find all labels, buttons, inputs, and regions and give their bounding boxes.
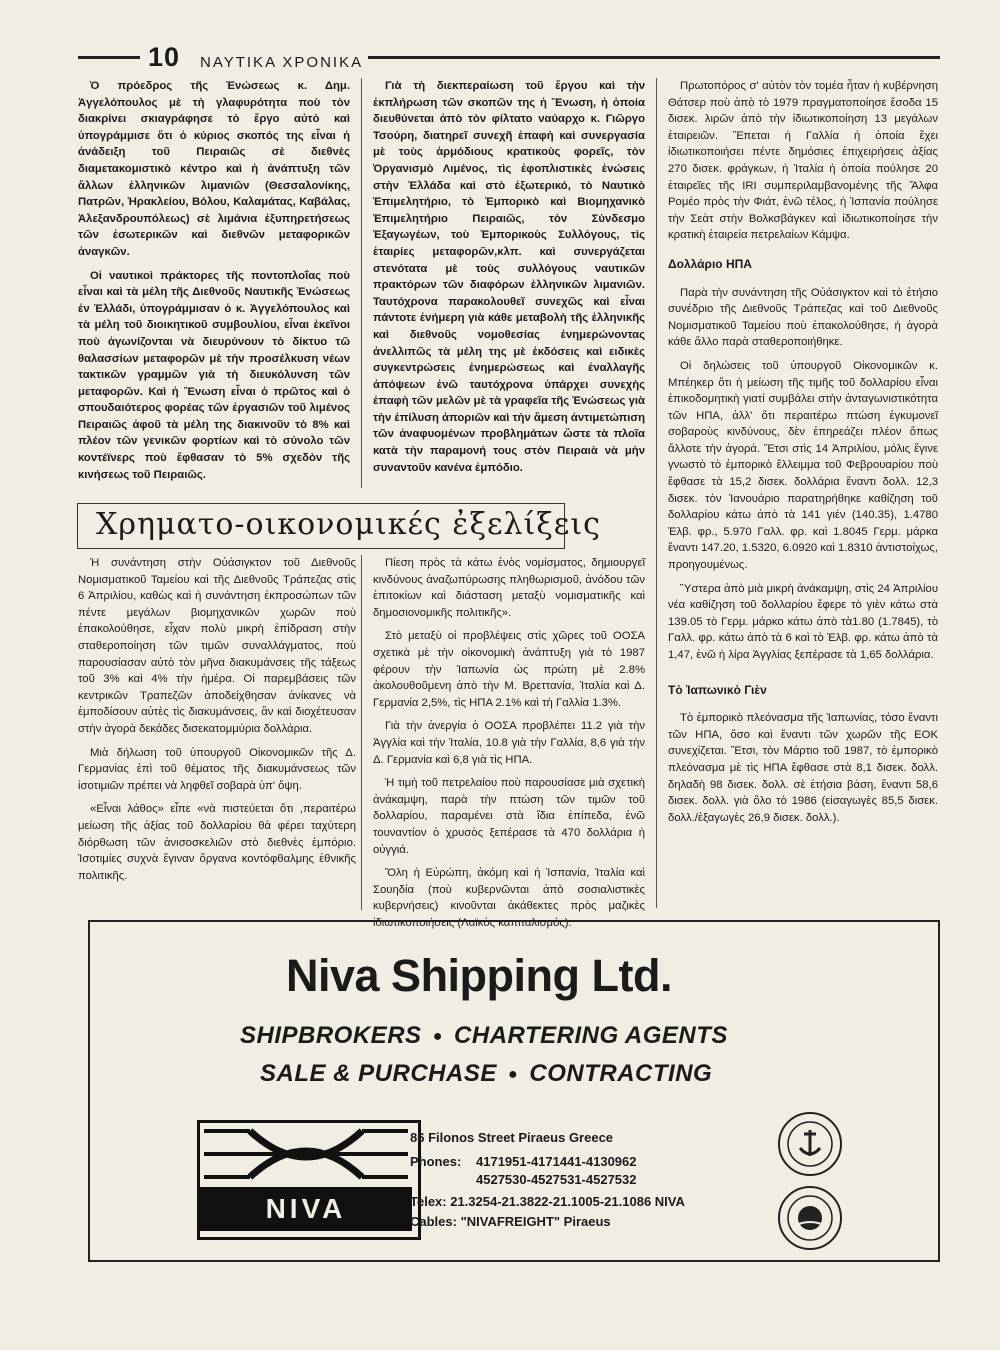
paragraph: Ἡ τιμὴ τοῦ πετρελαίου ποὺ παρουσίασε μιὰ σχετικὴ ἀνάκαμψη, παρὰ τὴν πτώση τῶν τιμῶν τοῦ δολλαρίου, παραμένει στὰ ἴδια ἐπίπεδα, ἐνῶ τουναντίον ὁ χρυσὸς ξεπέρασε τὰ 470 δολλάρια ἡ οὐγγιά. [373,777,645,856]
subheading-yen: Τὸ Ἰαπωνικὸ Γιὲν [668,682,767,697]
column-divider [361,78,362,488]
ad-service: SHIPBROKERS [240,1022,422,1049]
ad-service: SALE & PURCHASE [260,1060,497,1087]
finance-column-1 [78,555,356,910]
column-divider [656,78,657,908]
ad-service: CONTRACTING [529,1060,713,1087]
paragraph: Τὸ ἐμπορικὸ πλεόνασμα τῆς Ἰαπωνίας, τόσο ἔναντι τῶν ΗΠΑ, ὅσο καὶ ἔναντι τῶν χωρῶν τῆς ΕΟΚ συνεχίζεται. Ἔτσι, τὸν Μάρτιο τοῦ 1987, τὸ ἐμπορικὸ πλεόνασμα μὲ τὶς ΗΠΑ ἔφθασε στὰ 8,1 δισεκ. δολλ. δηλαδὴ 98 δισεκ. δολλ. σὲ ἐτήσια βάση, ἔναντι 58,6 δισεκ. δολλ. γιὰ ὅλο τὸ 1986 (εἰσαγωγὲς 85,5 δισεκ. δολλ./ἐξαγωγὲς 26,9 δισεκ. δολλ.). [668,712,938,824]
article-column-3 [668,78,938,908]
paragraph: Γιὰ τὴ διεκπεραίωση τοῦ ἔργου καὶ τὴν ἐκπλήρωση τῶν σκοπῶν της ἡ Ἕνωση, ἡ ὁποία διευθύνεται ἀπὸ τὸν φίλτατο ναύαρχο κ. Γιῶργο Τσούρη, διατηρεῖ συνεχῆ ἐπαφὴ καὶ συνεργασία μὲ τοὺς ἁρμόδιους κρατικοὺς φορεῖς, τὸν Ὀργανισμὸ Λιμένος, τὶς ἐφοπλιστικὲς ἑνώσεις στὴν Ἑλλάδα καὶ στὸ ἐξωτερικό, τὸ Ναυτικὸ Ἐπιμελητήριο, τὸ Ἐμπορικὸ καὶ Βιομηχανικὸ Ἐπιμελητήριο Πειραιῶς, τὸν Σύνδεσμο Ἐξαγωγέων, τοὺ Ἐμπορικοὺς Συλλόγους, τὶς ἑταιρίες μεταφορῶν,κλπ. καὶ συνεργάζεται στενότατα μὲ τοὺς συλλόγους ναυτικῶν πρακτόρων τῶν διαφόρων ἑλληνικῶν λιμανιῶν. Ταυτόχρονα παρακολουθεῖ συνεχῶς καὶ εἶναι πάντοτε ἐνήμερη γιὰ κάθε μεταβολὴ τῆς ἑλληνικῆς καὶ διεθνοῦς νομοθεσίας ἐνημερώνοντας ἀνελλιπῶς τὰ μέλη της μὲ ἐκδόσεις καὶ ειδικὲς συγκεντρώσεις ἐνημερώσεως καὶ ἐναλλαγῆς ἀπόψεων ἐνῶ ταυτόχρονα ὑπάρχει συνεχὴς ἐπαφὴ τῶν μελῶν μὲ τὰ γραφεῖα τῆς Ἑνώσεως γιὰ τὴν ἐπίλυση ἀποριῶν καὶ τὴν ἄμεση ἀντιμετώπιση τῶν ἀναφυομένων προβλημάτων ὥστε τὰ πλοῖα κατὰ τὴν παραμονή τους στὸν Πειραιὰ νὰ μὴν συναντοῦν κανένα ἐμπόδιο. [373,80,645,474]
ad-services-line-1 [240,1022,728,1050]
header-rule-right [368,56,940,59]
subheading-dollar: Δολλάριο ΗΠΑ [668,256,752,271]
paragraph: «Εἶναι λάθος» εἶπε «νὰ πιστεύεται ὅτι ,περαιτέρω μείωση τῆς ἀξίας τοῦ δολλαρίου θὰ φέρει ταχύτερη διόρθωση τῶν ἀνισοσκελιῶν στὸ διεθνὲς ἐμπόριο. Ἰσοτιμίες συχνὰ ἔγιναν ὄργανα κοντόφθαλμης ἐθνικῆς πολιτικῆς. [78,803,356,882]
bullet-icon: ● [432,1027,443,1045]
paragraph: Οἱ δηλώσεις τοῦ ὑπουργοῦ Οἰκονομικῶν κ. Μπέηκερ ὅτι ἡ μείωση τῆς τιμῆς τοῦ δολλαρίου εἶναι ἐπικοδομητικὴ γιατί συμβάλει στὴν ἀνταγωνιστικότητα τῶν ΗΠΑ, ἀλλ' ὅτι περαιτέρω πτώση ἐγκυμονεῖ σοβαροὺς κινδύνους, δὲν ἐπηρεάζει πλέον ὅπως ἄλλοτε τὴν ἀγορά. Ἔτσι στὶς 14 Ἀπριλίου, μόλις ἔγινε γνωστὸ τὸ ἐμπορικὸ ἔλλειμμα τοῦ Φεβρουαρίου ποὺ ἔφθασε τὰ 15,2 δισεκ. δολλάρια ἔναντι δολλ. 12,3 δισεκ. τὸν Ἰανουάριο παρατηρήθηκε καθίζηση τοῦ δολλαρίου κάτω ἀπὸ τὰ 141 γιέν (140.35), 1.4780 Ἑλβ. φρ., 5.970 Γαλλ. φρ. καὶ 1.8045 Γερμ. μάρκα ἔναντι 147.20, 1.5320, 6.0920 καὶ 1.8310 ἀντιστοίχως, προηγουμένως. [668,359,938,572]
ad-service: CHARTERING AGENTS [454,1022,728,1049]
ad-phones-label: Phones: [410,1154,462,1169]
niva-logo-label: NIVA [200,1187,412,1231]
paragraph: Πίεση πρὸς τὰ κάτω ἑνὸς νομίσματος, δημιουργεῖ κινδύνους ἀναζωπύρωσης πληθωρισμοῦ, ἀνόδου τῶν ἐπιτοκίων καὶ διάσταση μεταξὺ νομισματικῆς καὶ δημοσιονομικῆς πολιτικῆς». [373,557,645,619]
paragraph: Ἡ συνάντηση στὴν Οὐάσιγκτον τοῦ Διεθνοῦς Νομισματικοῦ Ταμείου καὶ τῆς Διεθνοῦς Τράπεζας στὶς 6 Ἀπριλίου, καθὼς καὶ ἡ συνάντηση ἐκπροσώπων τῶν πέντε μεγάλων βιομηχανικῶν χωρῶν ποὺ ἐπακολούθησε, εἶχαν πολὺ μικρὴ ἐπίδραση στὴν σταθεροποίηση τῶν τιμῶν συναλλάγματος, ποὺ παρουσίασαν αὐτὸ τὸν μῆνα διακυμάνσεις τῆς τάξεως τοῦ 3% καὶ 4% τὴν ἡμέρα. Οἱ παρεμβάσεις τῶν κεντρικῶν Τραπεζῶν ἀποδείχθησαν ἀνίκανες νὰ ἐμποδίσουν αὐτὲς τὶς διακυμάνσεις, ἂν καὶ διοχέτευσαν στὴν ἀγορὰ δεκάδες δισεκατομμύρια δολλάρια. [78,557,356,735]
niva-logo [197,1120,421,1240]
paragraph: Παρὰ τὴν συνάντηση τῆς Οὐάσιγκτον καὶ τὸ ἐτήσιο συνέδριο τῆς Διεθνοῦς Τράπεζας καὶ τοῦ Διεθνοῦς Νομισματικοῦ Ταμείου ποὺ ἐπακολούθησε, ἡ ἀγορὰ κάθε ἄλλο παρὰ σταθεροποιήθηκε. [668,286,938,349]
niva-logo-mark-icon [200,1123,412,1185]
paragraph: Πρωτοπόρος σ' αὐτὸν τὸν τομέα ἦταν ἡ κυβέρνηση Θάτσερ ποὺ ἀπὸ τὸ 1979 πραγματοποίησε ἔσοδα 15 δισεκ. λιρῶν ἀπὸ τὴν ἰδιωτικοποίηση 13 μεγάλων ἑταιρειῶν. Ἕπεται ἡ Γαλλία ἡ ὁποία ἔχει ἰδιωτικοποιήσει πέντε δημόσιες ἐπιχειρήσεις ἀξίας 270 δισεκ. φράγκων, ἡ Ἰταλία ἡ ὁποία πούλησε 20 ἑταιρεῖες τῆς IRI συμπεριλαμβανομένης τῆς Ἄλφα Ρομέο πρὸς τὴν Φιάτ, ἐνῶ τέλος, ἡ Ἱσπανία πούλησε τὴν Σεὰτ στὴν Βολκσβάγκεν καὶ ἰδιωτικοποίησε τὴν κρατικὴ ἑταιρεία πετρελαίων Κάμψα. [668,80,938,242]
bullet-icon: ● [508,1065,519,1083]
ad-phones-1: 4171951-4171441-4130962 [476,1154,637,1169]
paragraph: Γιὰ τὴν ἀνεργία ὁ ΟΟΣΑ προβλέπει 11.2 γιὰ τὴν Ἀγγλία καὶ τὴν Ἰταλία, 10.8 γιὰ τὴν Γαλλία, 8,6 γιὰ τὴν Δ. Γερμανία καὶ 6,8 γιὰ τὶς ΗΠΑ. [373,720,645,766]
paragraph: Μιὰ δήλωση τοῦ ὑπουργοῦ Οἰκονομικῶν τῆς Δ. Γερμανίας ἐπὶ τοῦ θέματος τῆς διακυμάνσεως τῶν ἰσοτιμιῶν πρέπει νὰ ληφθεῖ σοβαρὰ ὑπ' ὄψη. [78,746,356,792]
ad-company-name: Niva Shipping Ltd. [286,950,672,1001]
paragraph: Στὸ μεταξὺ οἱ προβλέψεις στὶς χῶρες τοῦ ΟΟΣΑ σχετικὰ μὲ τὴν οἰκονομικὴ ἀνάπτυξη γιὰ τὸ 1987 φέρουν τὴν Ἰαπωνία ὡς πρώτη μὲ 2.8% ἀκολουθοῦμενη ἀπὸ τὴν Μ. Βρεττανία, Ἰταλία καὶ Δ. Γερμανία 2,5%, τὶς ΗΠΑ 2.1% καὶ τὴ Γαλλία 1.3%. [373,630,645,709]
paragraph: Ὕστερα ἀπὸ μιὰ μικρὴ ἀνάκαμψη, στὶς 24 Ἀπριλίου νέα καθίζηση τοῦ δολλαρίου ἔφερε τὸ γιὲν κάτω στὰ 139.05 τὸ Γερμ. μάρκο κάτω ἀπὸ τὰ1.80 (1.7845), τὸ Γαλλ. φρ. κάτω ἀπὸ τὰ 6 καὶ τὸ Ἑλβ. φρ. κάτω ἀπὸ τὰ 1,47, ἐνῶ ἡ λίρα Ἀγγλίας ξεπέρασε τὰ 1,65 δολλάρια. [668,582,938,661]
column-divider [361,555,362,910]
publication-title: ΝΑΥΤΙΚΑ ΧΡΟΝΙΚΑ [200,54,364,71]
ad-telex: Telex: 21.3254-21.3822-21.1005-21.1086 NIVA [410,1194,685,1209]
section-heading-box [77,503,601,549]
page-number: 10 [148,42,181,72]
article-column-1 [78,78,350,490]
ad-services-line-2 [260,1060,712,1088]
ad-cables: Cables: "NIVAFREIGHT" Piraeus [410,1214,611,1229]
finance-column-2 [373,555,645,929]
ad-address: 86 Filonos Street Piraeus Greece [410,1130,614,1145]
agency-seal-icon [778,1186,842,1250]
ad-phones-2: 4527530-4527531-4527532 [476,1172,637,1187]
paragraph: Ὁ πρόεδρος τῆς Ἑνώσεως κ. Δημ. Ἀγγελόπουλος μὲ τὴ γλαφυρότητα ποὺ τὸν διακρίνει σκιαγράφησε τὸ ἔργο αὐτὸ καὶ ὑπογράμμισε ὅτι ὁ κύριος σκοπός της εἶναι ἡ ἀνάδειξη τοῦ Πειραιῶς σὲ διεθνὲς διαμετακομιστικὸ κέντρο καὶ ἡ ἀνάπτυξη τῶν ἄλλων ἑλληνικῶν λιμανιῶν (Θεσσαλονίκης, Πατρῶν, Ἡρακλείου, Βόλου, Καλαμάτας, Καβάλας, Ἀλεξανδρουπόλεως) σὲ λιμάνια ἐξυπηρετήσεως τῶν ἐσωτερικῶν καὶ διεθνῶν μεταφορικῶν ἀναγκῶν. [78,80,350,258]
paragraph: Οἱ ναυτικοὶ πράκτορες τῆς ποντοπλοΐας ποὺ εἶναι καὶ τὰ μέλη τῆς Διεθνοῦς Ναυτικῆς Ἑνώσεως ἐν Ἑλλάδι, ὑπογράμμισαν ὁ κ. Ἀγγελόπουλος καὶ τὰ μέλη τοῦ διοικητικοῦ συμβουλίου, εἶναι ἐκεῖνοι ποὺ ἀγωνίζονται νὰ διευρύνουν τὸ δίκτυο τῶ θαλασσίων μεταφορῶν μὲ τὴν προσέλκυση νέων τακτικῶν γραμμῶν γιὰ τὴ διευκόλυνση τῶν μεταφορῶν. Καὶ ἡ Ἕνωση εἶναι ὁ πρῶτος καὶ ὁ σπουδαιότερος φορέας τῶν ἐργασιῶν τοῦ λιμένος Πειραιῶς ἀφοῦ τὰ μέλη της διακινοῦν τὸ 8% καὶ πλέον τῶν γενικῶν φορτίων καὶ τὸ σύνολο τῶν κοντέϊνερς ποὺ ἔφθασαν τὸ 5% σχεδὸν τῆς κινήσεως τοῦ Πειραιῶς. [78,269,350,481]
advertisement-box [88,920,940,1262]
paragraph: Ὅλη ἡ Εὐρώπη, ἀκόμη καὶ ἡ Ἱσπανία, Ἰταλία καὶ Σουηδία (ποὺ κυβερνῶνται ἀπὸ σοσιαλιστικὲς κυβερνήσεις) κινοῦνται ἀκάθεκτες πρὸς μαζικὲς ἰδιωτικοποιήσεις (Λαϊκὸς καπιταλισμός). [373,867,645,929]
shipbrokers-association-seal-icon [778,1112,842,1176]
article-column-2 [373,78,645,490]
header-rule-left [78,56,140,59]
section-title: Χρηματο-οικονομικές ἐξελίξεις [96,507,601,542]
